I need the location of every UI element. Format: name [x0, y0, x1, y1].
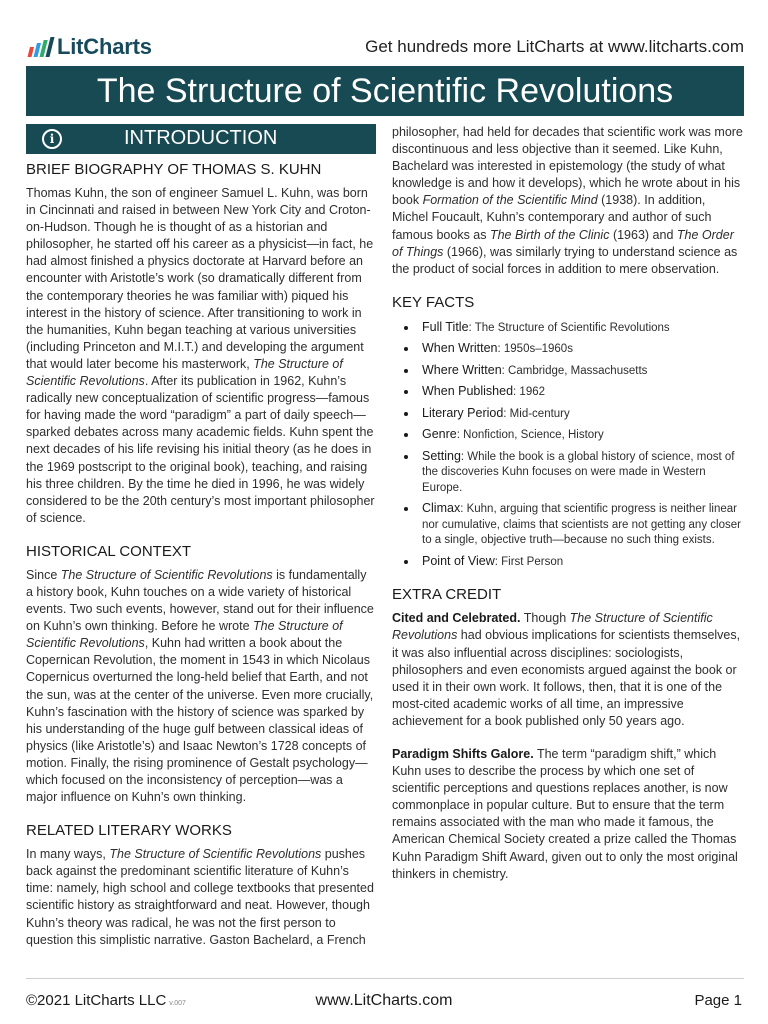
key-fact-value: : While the book is a global history of science, most of the discoveries Kuhn focuses on were made in Western Europe.	[422, 450, 735, 494]
logo-bars-icon	[28, 37, 55, 57]
key-fact-value: : Kuhn, arguing that scientific progress is neither linear nor cumulative, claims that scientists are not getting any closer to a single, objective truth—because no such thing exists.	[422, 503, 741, 547]
key-fact-value: : Cambridge, Massachusetts	[501, 364, 648, 377]
extra-credit-heading: EXTRA CREDIT	[392, 586, 502, 604]
key-fact-label: When Written	[422, 341, 498, 356]
key-fact-item	[392, 427, 744, 444]
key-fact-label: Literary Period	[422, 405, 504, 420]
info-icon: i	[42, 129, 62, 149]
extra-credit-cited: Cited and Celebrated. Though The Structure of Scientific Revolutions had obvious implications for scientists themselves, it was also influential across disciplines: sociologists, philosophers and even economists argued against the book or used it in their own work. It follows, then, that it is one of the most-cited academic works of all time, an impressive achievement for a book published only 50 years ago.	[392, 611, 741, 728]
key-fact-value: : Mid-century	[503, 407, 570, 420]
key-fact-value: : First Person	[494, 555, 564, 568]
logo-text: LitCharts	[57, 34, 152, 59]
key-fact-label: Full Title	[422, 319, 469, 334]
key-fact-value: : Nonfiction, Science, History	[456, 429, 604, 442]
title-banner: The Structure of Scientific Revolutions	[26, 66, 744, 116]
key-fact-label: When Published	[422, 384, 514, 399]
left-column	[26, 124, 376, 949]
key-fact-label: Climax	[422, 501, 461, 516]
right-column	[392, 124, 744, 883]
related-works-text-continued: philosopher, had held for decades that scientific work was more discontinuous and less objective than it seemed. Like Kuhn, Bachelard was interested in epistemology (the study of what knowledge is and how it develops), which he wrote about in his book Formation of the Scientific Mind (1938). In addition, Michel Foucault, Kuhn’s contemporary and author of such famous books as The Birth of the Clinic (1963) and The Order of Things (1966), was similarly trying to understand science as the product of social forces in addition to mere observation.	[392, 125, 743, 276]
key-fact-label: Setting	[422, 448, 461, 463]
key-fact-label: Genre	[422, 427, 457, 442]
biography-text: Thomas Kuhn, the son of engineer Samuel L. Kuhn, was born in Cincinnati and raised in between New York City and Croton-on-Hudson. Though he is thought of as a historian and philosopher, he started off his career as a physicist—in fact, he had almost finished a physics doctorate at Harvard before an encounter with Aristotle’s work (so dramatically different from the contemporary theories he was familiar with) piqued his interest in the history of science. After transitioning to work in the humanities, Kuhn began teaching at various universities (including Princeton and M.I.T.) and developing the argument that would later become his masterwork, The Structure of Scientific Revolutions. After its publication in 1962, Kuhn’s radically new conceptualization of scientific progress—famous for having made the word “paradigm” a part of daily speech—sparked debates across many academic fields. Kuhn spent the next decades of his life revising his initial theory (as he does in the 1969 postscript to the original book), teaching, and raising his three children. By the time he died in 1996, he was widely considered to be the 20th century’s most important philosopher of science.	[26, 186, 375, 525]
footer-divider	[26, 978, 744, 979]
key-fact-label: Point of View	[422, 553, 495, 568]
related-works-text: In many ways, The Structure of Scientific Revolutions pushes back against the predominant scientific literature of Kuhn’s time: namely, high school and college textbooks that presented scientific history as straightforward and neat. However, though Kuhn’s theory was radical, he was not the first person to question this simplistic narrative. Gaston Bachelard, a French	[26, 847, 374, 947]
introduction-heading: INTRODUCTION	[124, 127, 278, 150]
key-fact-value: : 1950s–1960s	[497, 343, 573, 356]
key-fact-item	[392, 406, 744, 423]
related-works-heading: RELATED LITERARY WORKS	[26, 822, 232, 840]
footer-copyright: ©2021 LitCharts LLC v.007	[26, 992, 186, 1009]
litcharts-logo[interactable]	[30, 34, 152, 60]
footer-page-number: Page 1	[694, 992, 742, 1009]
extra-credit-paradigm: Paradigm Shifts Galore. The term “paradigm shift,” which Kuhn uses to describe the process by which one set of scientific perceptions and questions replaces another, is now commonplace in popular culture. But to ensure that the term remains associated with the man who made it famous, the American Chemical Society created a prize called the Thomas Kuhn Paradigm Shift Award, given out to only the most original thinkers in chemistry.	[392, 747, 738, 881]
key-fact-value: : The Structure of Scientific Revolutions	[468, 321, 670, 334]
key-fact-item	[392, 320, 744, 337]
historical-context-text: Since The Structure of Scientific Revolutions is fundamentally a history book, Kuhn touches on a wide variety of historical events. Two such events, however, stand out for their influence on Kuhn’s own thinking. Before he wrote The Structure of Scientific Revolutions, Kuhn had written a book about the Copernican Revolution, the moment in 1543 in which Nicolaus Copernicus overturned the long-held belief that Earth, and not the sun, was at the center of the universe. Even more crucially, Kuhn’s fascination with the history of science was sparked by his understanding of the huge gulf between classical ideas of physics (like Aristotle’s) and Isaac Newton’s 1728 concepts of motion. Finally, the rising prominence of Gestalt psychology—which focused on the inconsistency of perception—was a major influence on Kuhn’s own thinking.	[26, 567, 374, 805]
biography-heading: BRIEF BIOGRAPHY OF THOMAS S. KUHN	[26, 161, 322, 178]
introduction-bar	[26, 124, 376, 154]
key-fact-item	[392, 341, 744, 358]
historical-context-heading: HISTORICAL CONTEXT	[26, 542, 192, 560]
key-fact-item	[392, 501, 744, 549]
header-tagline: Get hundreds more LitCharts at www.litcharts.com	[365, 37, 744, 56]
key-fact-item	[392, 449, 744, 497]
key-fact-label: Where Written	[422, 362, 502, 377]
key-facts-heading: KEY FACTS	[392, 293, 475, 311]
footer-site-link[interactable]: www.LitCharts.com	[315, 992, 453, 1009]
top-bar	[26, 34, 744, 62]
key-fact-item	[392, 363, 744, 380]
key-facts-list	[392, 320, 744, 571]
key-fact-item	[392, 554, 744, 571]
key-fact-item	[392, 384, 744, 401]
key-fact-value: : 1962	[513, 386, 546, 399]
